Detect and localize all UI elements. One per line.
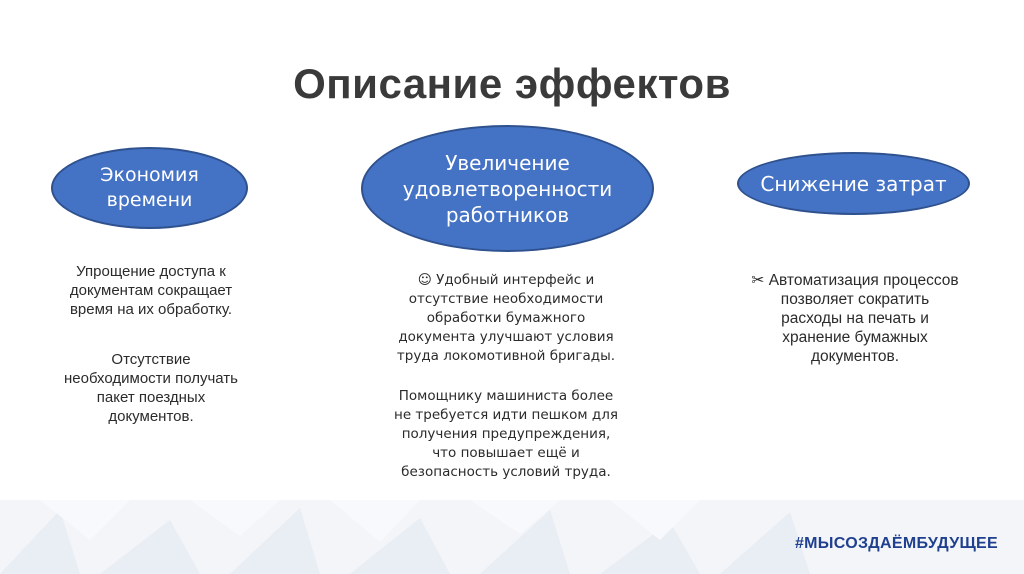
effect-1-item-1 (40, 262, 262, 319)
text-line: не требуется идти пешком для (394, 407, 618, 423)
smiley-icon: ☺ (417, 272, 432, 288)
text-line: документа улучшают условия (398, 329, 614, 345)
heading-line: Увеличение (445, 150, 570, 175)
heading-line: времени (106, 189, 193, 211)
text-line: труда локомотивной бригады. (396, 348, 616, 364)
text-line: документов. (810, 348, 900, 365)
heading-line: Экономия (100, 164, 199, 186)
effect-2-item-1 (370, 271, 642, 366)
text-line: Автоматизация процессов (768, 272, 959, 289)
heading-line: работников (445, 202, 570, 227)
effect-heading-satisfaction (361, 125, 654, 252)
text-line: Помощнику машиниста более (398, 388, 614, 404)
text-line: обработки бумажного (426, 310, 586, 326)
effect-3-item-1 (730, 271, 980, 366)
heading-line: удовлетворенности (402, 176, 613, 201)
text-line: безопасность условий труда. (401, 464, 611, 480)
effect-1-item-2 (40, 350, 262, 426)
text-line: расходы на печать и (781, 310, 929, 327)
text-line: документам сокращает (69, 282, 233, 299)
text-line: документов. (108, 408, 194, 425)
text-line: необходимости получать (63, 370, 238, 387)
text-line: отсутствие необходимости (408, 291, 604, 307)
text-line: время на их обработку. (69, 301, 233, 318)
text-line: пакет поездных (96, 389, 206, 406)
slide-title: Описание эффектов (293, 60, 731, 107)
scissors-icon: ✂ (751, 271, 765, 289)
text-line: Удобный интерфейс и (436, 272, 595, 288)
heading-line: Снижение затрат (760, 171, 947, 196)
text-line: Упрощение доступа к (76, 263, 226, 280)
hashtag-label: #МЫСОЗДАЁМБУДУЩЕЕ (794, 535, 998, 552)
text-line: что повышает ещё и (432, 445, 580, 461)
text-line: хранение бумажных (782, 329, 928, 346)
effect-heading-cost-reduction (737, 152, 970, 215)
effect-heading-time-saving (51, 147, 248, 229)
effect-2-item-2 (370, 387, 642, 482)
text-line: получения предупреждения, (401, 426, 611, 442)
text-line: позволяет сократить (780, 291, 930, 308)
text-line: Отсутствие (111, 351, 191, 368)
